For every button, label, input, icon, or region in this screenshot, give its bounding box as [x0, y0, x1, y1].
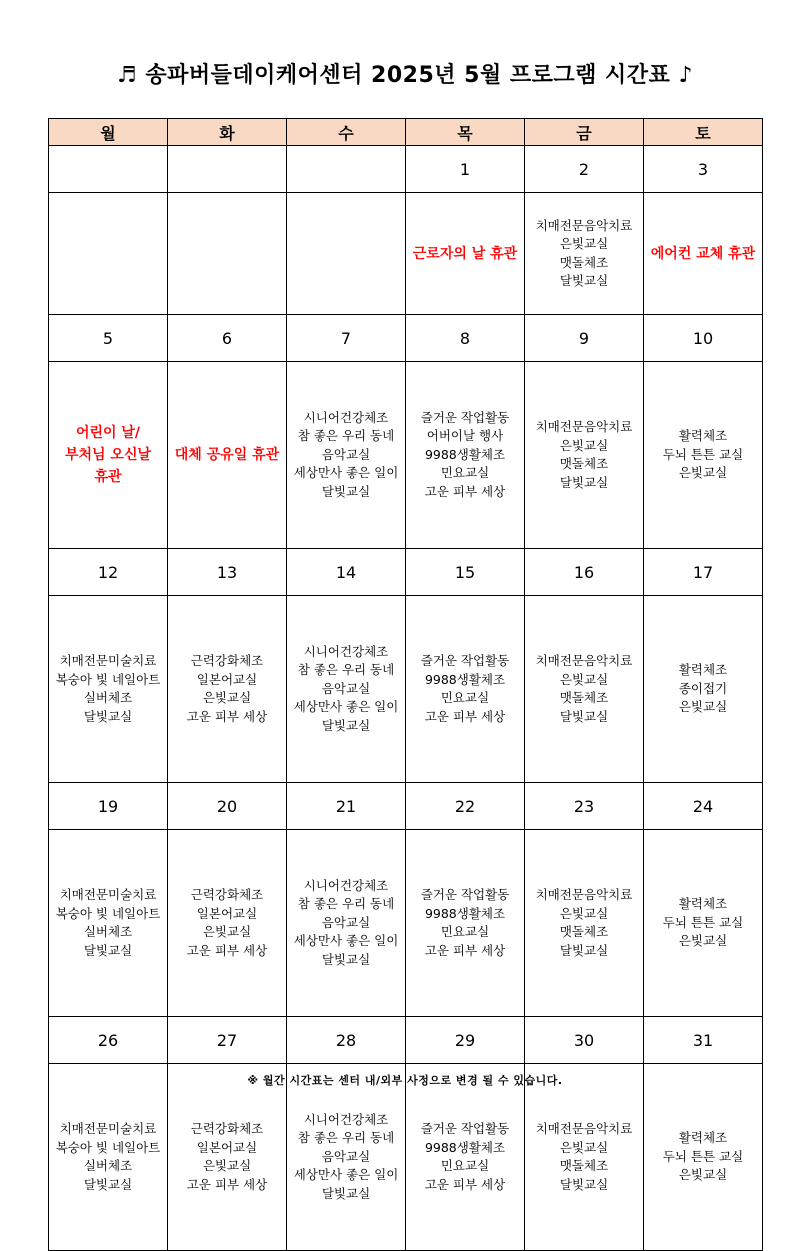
program-item: 9988생활체조: [424, 905, 506, 921]
program-item: 종이접기: [678, 680, 728, 696]
date-number: 19: [49, 783, 168, 830]
program-item: 복숭아 빛 네일아트: [55, 671, 161, 687]
program-item: 복숭아 빛 네일아트: [55, 905, 161, 921]
program-cell: [168, 830, 287, 1017]
holiday-label: 근로자의 날 휴관: [412, 245, 518, 262]
holiday-label: 대체 공유일 휴관: [174, 447, 280, 463]
program-cell: [406, 596, 525, 783]
program-item: 즐거운 작업활동: [420, 653, 510, 668]
program-item: 복숭아 빛 네일아트: [55, 1139, 161, 1155]
program-item: 활력체조: [678, 428, 728, 444]
program-item: 달빛교실: [559, 1176, 609, 1192]
program-item: 민요교실: [440, 1158, 490, 1173]
date-row: [49, 549, 763, 596]
program-cell: [49, 830, 168, 1017]
date-number: [287, 146, 406, 193]
date-number: 5: [49, 315, 168, 362]
program-cell: [406, 362, 525, 549]
date-number: 1: [406, 146, 525, 193]
date-number: 15: [406, 549, 525, 596]
program-item: 은빛교실: [559, 905, 609, 921]
program-item: 음악교실: [321, 680, 371, 696]
day-header-fri: 금: [525, 119, 644, 146]
holiday-cell: [49, 362, 168, 549]
program-item: 활력체조: [678, 662, 728, 678]
program-item: 치매전문미술치료: [59, 887, 157, 902]
program-cell: [525, 596, 644, 783]
program-item: 치매전문음악치료: [535, 653, 633, 668]
program-item: 실버체조: [83, 1158, 133, 1173]
program-item: 참 좋은 우리 동네: [297, 1130, 395, 1146]
program-item: 일본어교실: [196, 905, 258, 921]
program-cell: [287, 362, 406, 549]
program-item: 은빛교실: [202, 690, 252, 705]
program-item: 은빛교실: [678, 1167, 728, 1183]
program-cell: [525, 830, 644, 1017]
program-item: 일본어교실: [196, 671, 258, 687]
date-row: [49, 1017, 763, 1064]
program-item: 은빛교실: [559, 236, 609, 251]
holiday-label: 어린이 날/: [75, 425, 141, 441]
program-item: 근력강화체조: [190, 887, 264, 902]
date-number: 26: [49, 1017, 168, 1064]
program-cell: [525, 193, 644, 315]
program-item: 민요교실: [440, 690, 490, 705]
date-number: 8: [406, 315, 525, 362]
program-item: 활력체조: [678, 896, 728, 912]
program-item: 음악교실: [321, 1148, 371, 1164]
program-item: 달빛교실: [559, 942, 609, 958]
program-item: 은빛교실: [202, 924, 252, 939]
program-item: 고운 피부 세상: [186, 1176, 268, 1192]
program-item: 고운 피부 세상: [424, 708, 506, 724]
program-item: 음악교실: [321, 446, 371, 462]
program-cell: [644, 830, 763, 1017]
program-item: 은빛교실: [559, 671, 609, 687]
program-item: 치매전문미술치료: [59, 653, 157, 668]
page-title: ♬ 송파버들데이케어센터 2025년 5월 프로그램 시간표 ♪: [116, 63, 694, 88]
program-cell: [287, 596, 406, 783]
program-item: 실버체조: [83, 690, 133, 705]
program-item: 치매전문음악치료: [535, 1121, 633, 1136]
program-row: [49, 830, 763, 1017]
program-item: 고운 피부 세상: [186, 942, 268, 958]
program-item: 참 좋은 우리 동네: [297, 428, 395, 444]
program-item: 세상만사 좋은 일이: [293, 699, 399, 715]
program-item: 달빛교실: [559, 474, 609, 490]
program-item: 맷돌체조: [559, 1158, 609, 1173]
program-cell: [644, 362, 763, 549]
program-item: 음악교실: [321, 914, 371, 930]
day-header-thu: 목: [406, 119, 525, 146]
program-item: 은빛교실: [202, 1158, 252, 1173]
holiday-cell: [406, 193, 525, 315]
date-number: 20: [168, 783, 287, 830]
date-number: 3: [644, 146, 763, 193]
program-item: 어버이날 행사: [426, 428, 504, 444]
program-item: 세상만사 좋은 일이: [293, 465, 399, 481]
program-item: 시니어건강체조: [303, 1111, 389, 1127]
program-cell: [525, 1064, 644, 1251]
program-item: 맷돌체조: [559, 456, 609, 471]
program-item: 달빛교실: [83, 1176, 133, 1192]
program-item: 달빛교실: [83, 708, 133, 724]
date-number: 16: [525, 549, 644, 596]
program-item: 시니어건강체조: [303, 643, 389, 659]
program-cell: [406, 830, 525, 1017]
date-number: 17: [644, 549, 763, 596]
date-number: 12: [49, 549, 168, 596]
date-row: [49, 146, 763, 193]
date-number: 10: [644, 315, 763, 362]
date-number: 29: [406, 1017, 525, 1064]
empty-cell: [287, 193, 406, 315]
date-number: 27: [168, 1017, 287, 1064]
program-item: 은빛교실: [678, 933, 728, 949]
program-item: 시니어건강체조: [303, 877, 389, 893]
date-number: 23: [525, 783, 644, 830]
day-header-wed: 수: [287, 119, 406, 146]
date-number: 30: [525, 1017, 644, 1064]
program-item: 고운 피부 세상: [424, 942, 506, 958]
program-item: 9988생활체조: [424, 671, 506, 687]
program-item: 맷돌체조: [559, 924, 609, 939]
program-item: 맷돌체조: [559, 690, 609, 705]
footer-note: ※ 월간 시간표는 센터 내/외부 사정으로 변경 될 수 있습니다.: [247, 1074, 563, 1087]
date-number: 24: [644, 783, 763, 830]
program-cell: [49, 596, 168, 783]
program-item: 시니어건강체조: [303, 409, 389, 425]
date-number: 14: [287, 549, 406, 596]
program-cell: [525, 362, 644, 549]
holiday-label: 부처님 오신날: [64, 447, 152, 463]
program-item: 참 좋은 우리 동네: [297, 896, 395, 912]
program-item: 근력강화체조: [190, 653, 264, 668]
day-header-row: [49, 119, 763, 146]
program-row: [49, 193, 763, 315]
program-item: 두뇌 튼튼 교실: [662, 1148, 744, 1164]
program-item: 실버체조: [83, 924, 133, 939]
program-cell: [406, 1064, 525, 1251]
program-item: 즐거운 작업활동: [420, 1121, 510, 1136]
program-item: 세상만사 좋은 일이: [293, 1167, 399, 1183]
program-item: 고운 피부 세상: [186, 708, 268, 724]
program-item: 두뇌 튼튼 교실: [662, 914, 744, 930]
date-number: [168, 146, 287, 193]
program-item: 즐거운 작업활동: [420, 887, 510, 902]
day-header-mon: 월: [49, 119, 168, 146]
program-item: 참 좋은 우리 동네: [297, 662, 395, 678]
program-row: [49, 362, 763, 549]
program-item: 고운 피부 세상: [424, 1176, 506, 1192]
program-item: 은빛교실: [559, 437, 609, 453]
program-item: 은빛교실: [678, 699, 728, 715]
program-item: 치매전문음악치료: [535, 419, 633, 434]
program-item: 9988생활체조: [424, 1139, 506, 1155]
date-number: 9: [525, 315, 644, 362]
date-number: 31: [644, 1017, 763, 1064]
program-cell: [644, 596, 763, 783]
program-item: 고운 피부 세상: [424, 483, 506, 499]
program-item: 활력체조: [678, 1130, 728, 1146]
date-number: [49, 146, 168, 193]
holiday-cell: [644, 193, 763, 315]
program-item: 맷돌체조: [559, 254, 609, 270]
program-item: 즐거운 작업활동: [420, 409, 510, 425]
date-number: 2: [525, 146, 644, 193]
date-row: [49, 315, 763, 362]
program-item: 세상만사 좋은 일이: [293, 933, 399, 949]
program-cell: [168, 1064, 287, 1251]
date-number: 7: [287, 315, 406, 362]
date-number: 13: [168, 549, 287, 596]
holiday-cell: [168, 362, 287, 549]
holiday-label: 휴관: [94, 469, 122, 485]
program-item: 달빛교실: [321, 483, 371, 499]
program-item: 치매전문미술치료: [59, 1121, 157, 1136]
program-item: 달빛교실: [321, 717, 371, 733]
program-item: 두뇌 튼튼 교실: [662, 446, 744, 462]
program-item: 달빛교실: [321, 1185, 371, 1201]
empty-cell: [168, 193, 287, 315]
program-cell: [168, 596, 287, 783]
program-item: 민요교실: [440, 924, 490, 939]
program-cell: [644, 1064, 763, 1251]
day-header-sat: 토: [644, 119, 763, 146]
program-item: 달빛교실: [559, 273, 609, 288]
program-cell: [287, 1064, 406, 1251]
program-item: 은빛교실: [559, 1139, 609, 1155]
program-item: 9988생활체조: [424, 446, 506, 462]
program-item: 은빛교실: [678, 465, 728, 481]
day-header-tue: 화: [168, 119, 287, 146]
program-row: [49, 596, 763, 783]
program-item: 민요교실: [440, 465, 490, 481]
program-item: 근력강화체조: [190, 1121, 264, 1136]
program-cell: [49, 1064, 168, 1251]
program-item: 달빛교실: [559, 708, 609, 724]
date-number: 21: [287, 783, 406, 830]
program-row: [49, 1064, 763, 1251]
empty-cell: [49, 193, 168, 315]
date-number: 22: [406, 783, 525, 830]
date-row: [49, 783, 763, 830]
date-number: 28: [287, 1017, 406, 1064]
program-item: 달빛교실: [83, 942, 133, 958]
program-item: 일본어교실: [196, 1139, 258, 1155]
program-item: 달빛교실: [321, 951, 371, 967]
program-cell: [287, 830, 406, 1017]
date-number: 6: [168, 315, 287, 362]
holiday-label: 에어컨 교체 휴관: [650, 245, 756, 262]
program-item: 치매전문음악치료: [535, 217, 633, 233]
program-item: 치매전문음악치료: [535, 887, 633, 902]
